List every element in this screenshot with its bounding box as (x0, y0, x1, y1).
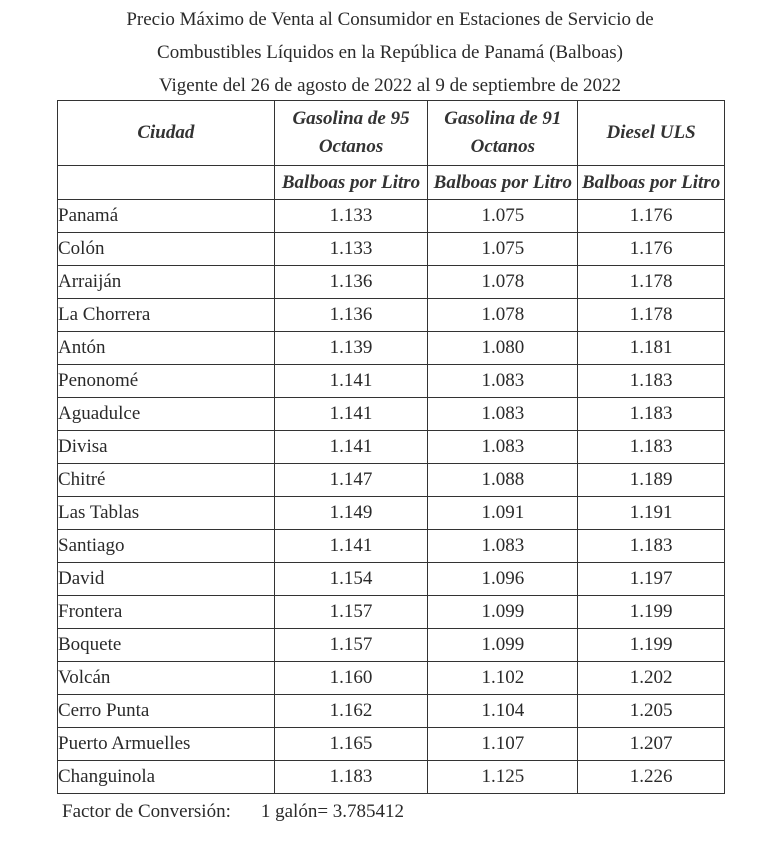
diesel-price: 1.183 (578, 431, 725, 464)
city-cell: Penonomé (58, 365, 275, 398)
gasoline-95-price: 1.154 (274, 563, 428, 596)
table-row (58, 662, 725, 695)
city-cell: Boquete (58, 629, 275, 662)
diesel-price: 1.202 (578, 662, 725, 695)
gasoline-91-price: 1.078 (428, 299, 578, 332)
city-cell: Puerto Armuelles (58, 728, 275, 761)
gasoline-95-price: 1.160 (274, 662, 428, 695)
city-cell: Volcán (58, 662, 275, 695)
city-cell: Antón (58, 332, 275, 365)
city-cell: Chitré (58, 464, 275, 497)
units-row (58, 166, 725, 200)
table-row (58, 365, 725, 398)
gasoline-91-price: 1.099 (428, 629, 578, 662)
gasoline-95-price: 1.162 (274, 695, 428, 728)
conversion-label: Factor de Conversión: (62, 801, 231, 822)
diesel-price: 1.178 (578, 299, 725, 332)
gasoline-91-price: 1.083 (428, 530, 578, 563)
city-cell: Arraiján (58, 266, 275, 299)
diesel-price: 1.199 (578, 629, 725, 662)
gasoline-95-price: 1.141 (274, 431, 428, 464)
gasoline-95-price: 1.147 (274, 464, 428, 497)
gasoline-95-price: 1.157 (274, 629, 428, 662)
header-diesel: Diesel ULS (578, 101, 725, 166)
fuel-price-table (57, 100, 725, 794)
gasoline-91-price: 1.102 (428, 662, 578, 695)
gasoline-95-price: 1.136 (274, 266, 428, 299)
city-cell: David (58, 563, 275, 596)
gasoline-91-price: 1.088 (428, 464, 578, 497)
gasoline-91-price: 1.107 (428, 728, 578, 761)
units-blank (58, 166, 275, 200)
table-row (58, 431, 725, 464)
table-row (58, 200, 725, 233)
table-row (58, 530, 725, 563)
diesel-price: 1.178 (578, 266, 725, 299)
table-row (58, 299, 725, 332)
gasoline-95-price: 1.141 (274, 398, 428, 431)
gasoline-95-price: 1.183 (274, 761, 428, 794)
diesel-price: 1.226 (578, 761, 725, 794)
units-diesel: Balboas por Litro (578, 166, 725, 200)
units-gasoline-91: Balboas por Litro (428, 166, 578, 200)
city-cell: Panamá (58, 200, 275, 233)
diesel-price: 1.191 (578, 497, 725, 530)
gasoline-91-price: 1.075 (428, 233, 578, 266)
city-cell: Las Tablas (58, 497, 275, 530)
table-row (58, 695, 725, 728)
gasoline-95-price: 1.141 (274, 365, 428, 398)
city-cell: Cerro Punta (58, 695, 275, 728)
conversion-value: 1 galón= 3.785412 (260, 801, 405, 822)
gasoline-95-price: 1.133 (274, 200, 428, 233)
title-line-1: Precio Máximo de Venta al Consumidor en Estaciones de Servicio de (126, 9, 654, 30)
city-cell: Frontera (58, 596, 275, 629)
diesel-price: 1.176 (578, 200, 725, 233)
diesel-price: 1.183 (578, 530, 725, 563)
gasoline-95-price: 1.136 (274, 299, 428, 332)
diesel-price: 1.176 (578, 233, 725, 266)
header-gasoline-95: Gasolina de 95 Octanos (274, 101, 428, 166)
gasoline-91-price: 1.125 (428, 761, 578, 794)
diesel-price: 1.183 (578, 365, 725, 398)
table-row (58, 332, 725, 365)
city-cell: Aguadulce (58, 398, 275, 431)
gasoline-95-price: 1.149 (274, 497, 428, 530)
gasoline-95-price: 1.165 (274, 728, 428, 761)
table-row (58, 596, 725, 629)
table-row (58, 464, 725, 497)
diesel-price: 1.199 (578, 596, 725, 629)
gasoline-91-price: 1.104 (428, 695, 578, 728)
table-row (58, 563, 725, 596)
gasoline-91-price: 1.096 (428, 563, 578, 596)
gasoline-95-price: 1.157 (274, 596, 428, 629)
header-row (58, 101, 725, 166)
city-cell: Colón (58, 233, 275, 266)
table-row (58, 629, 725, 662)
diesel-price: 1.207 (578, 728, 725, 761)
city-cell: La Chorrera (58, 299, 275, 332)
table-row (58, 728, 725, 761)
diesel-price: 1.205 (578, 695, 725, 728)
table-row (58, 398, 725, 431)
header-city: Ciudad (58, 101, 275, 166)
gasoline-91-price: 1.080 (428, 332, 578, 365)
table-row (58, 497, 725, 530)
gasoline-95-price: 1.141 (274, 530, 428, 563)
table-row (58, 233, 725, 266)
gasoline-95-price: 1.133 (274, 233, 428, 266)
gasoline-91-price: 1.083 (428, 365, 578, 398)
gasoline-91-price: 1.083 (428, 398, 578, 431)
diesel-price: 1.197 (578, 563, 725, 596)
gasoline-91-price: 1.099 (428, 596, 578, 629)
diesel-price: 1.183 (578, 398, 725, 431)
conversion-factor (62, 798, 404, 826)
header-gasoline-91: Gasolina de 91 Octanos (428, 101, 578, 166)
gasoline-91-price: 1.091 (428, 497, 578, 530)
city-cell: Divisa (58, 431, 275, 464)
city-cell: Santiago (58, 530, 275, 563)
units-gasoline-95: Balboas por Litro (274, 166, 428, 200)
table-row (58, 761, 725, 794)
gasoline-91-price: 1.078 (428, 266, 578, 299)
gasoline-95-price: 1.139 (274, 332, 428, 365)
validity-period: Vigente del 26 de agosto de 2022 al 9 de septiembre de 2022 (158, 75, 622, 96)
gasoline-91-price: 1.075 (428, 200, 578, 233)
diesel-price: 1.181 (578, 332, 725, 365)
title-line-2: Combustibles Líquidos en la República de Panamá (Balboas) (157, 42, 623, 63)
table-row (58, 266, 725, 299)
diesel-price: 1.189 (578, 464, 725, 497)
city-cell: Changuinola (58, 761, 275, 794)
gasoline-91-price: 1.083 (428, 431, 578, 464)
